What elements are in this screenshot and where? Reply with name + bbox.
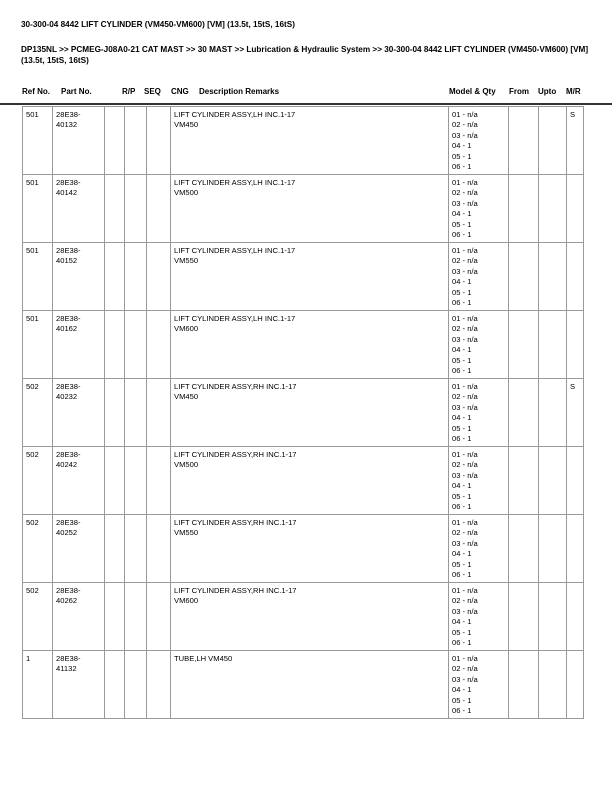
ref-no-cell — [23, 447, 53, 515]
table-row — [23, 447, 584, 515]
part-no-cell — [53, 311, 105, 379]
table-row — [23, 651, 584, 719]
rp-cell — [105, 447, 125, 515]
model-qty: 05 - 1 — [452, 219, 472, 229]
description: LIFT CYLINDER ASSY,RH INC.1-17 — [174, 382, 297, 391]
seq-cell — [125, 447, 147, 515]
description-cell — [171, 311, 449, 379]
model-qty: 01 - n/a — [452, 450, 478, 459]
part-no-cell — [53, 175, 105, 243]
from-cell — [509, 175, 539, 243]
part-no: 28E38-41132 — [56, 654, 81, 674]
model-qty: 03 - n/a — [452, 470, 478, 480]
rp-cell — [105, 379, 125, 447]
description: LIFT CYLINDER ASSY,LH INC.1-17 — [174, 110, 296, 119]
part-no: 28E38-40132 — [56, 110, 81, 130]
model-qty-cell — [449, 243, 509, 311]
model-qty: 05 - 1 — [452, 355, 472, 365]
mr-cell — [567, 175, 584, 243]
model-qty: 05 - 1 — [452, 695, 472, 705]
model-qty: 06 - 1 — [452, 366, 472, 376]
part-no-cell — [53, 515, 105, 583]
remarks: VM500 — [174, 188, 199, 198]
rp-cell — [105, 651, 125, 719]
cng-cell — [147, 107, 171, 175]
from-cell — [509, 447, 539, 515]
model-qty: 02 - n/a — [452, 324, 478, 334]
ref-no: 502 — [26, 518, 39, 527]
remarks: VM450 — [174, 120, 199, 130]
table-row — [23, 311, 584, 379]
from-cell — [509, 311, 539, 379]
model-qty: 06 - 1 — [452, 162, 472, 172]
ref-no-cell — [23, 515, 53, 583]
model-qty: 03 - n/a — [452, 402, 478, 412]
table-row — [23, 175, 584, 243]
remarks: VM550 — [174, 256, 199, 266]
mr-cell — [567, 107, 584, 175]
upto-cell — [539, 515, 567, 583]
model-qty: 02 - n/a — [452, 596, 478, 606]
ref-no-cell — [23, 175, 53, 243]
ref-no-cell — [23, 243, 53, 311]
from-cell — [509, 515, 539, 583]
description-cell — [171, 175, 449, 243]
from-cell — [509, 651, 539, 719]
remarks: VM550 — [174, 528, 199, 538]
mr-flag: S — [570, 382, 576, 391]
description-cell — [171, 515, 449, 583]
remarks: VM600 — [174, 596, 199, 606]
model-qty: 06 - 1 — [452, 298, 472, 308]
from-cell — [509, 243, 539, 311]
rp-cell — [105, 515, 125, 583]
model-qty: 04 - 1 — [452, 345, 472, 355]
seq-cell — [125, 583, 147, 651]
upto-cell — [539, 379, 567, 447]
column-header: From — [509, 87, 529, 96]
cng-cell — [147, 651, 171, 719]
model-qty: 04 - 1 — [452, 413, 472, 423]
model-qty: 04 - 1 — [452, 617, 472, 627]
rp-cell — [105, 311, 125, 379]
cng-cell — [147, 243, 171, 311]
ref-no-cell — [23, 311, 53, 379]
model-qty: 06 - 1 — [452, 706, 472, 716]
column-header: SEQ — [144, 87, 161, 96]
part-no-cell — [53, 107, 105, 175]
seq-cell — [125, 651, 147, 719]
from-cell — [509, 379, 539, 447]
description: LIFT CYLINDER ASSY,RH INC.1-17 — [174, 518, 297, 527]
upto-cell — [539, 311, 567, 379]
model-qty: 01 - n/a — [452, 314, 478, 323]
model-qty-cell — [449, 447, 509, 515]
part-no: 28E38-40232 — [56, 382, 81, 402]
description-cell — [171, 583, 449, 651]
cng-cell — [147, 447, 171, 515]
description: LIFT CYLINDER ASSY,RH INC.1-17 — [174, 586, 297, 595]
upto-cell — [539, 651, 567, 719]
description-cell — [171, 243, 449, 311]
mr-cell — [567, 311, 584, 379]
part-no-cell — [53, 379, 105, 447]
description: LIFT CYLINDER ASSY,LH INC.1-17 — [174, 314, 296, 323]
model-qty-cell — [449, 651, 509, 719]
model-qty: 03 - n/a — [452, 606, 478, 616]
model-qty: 03 - n/a — [452, 334, 478, 344]
cng-cell — [147, 311, 171, 379]
remarks: VM500 — [174, 460, 199, 470]
seq-cell — [125, 175, 147, 243]
model-qty: 06 - 1 — [452, 638, 472, 648]
model-qty: 06 - 1 — [452, 230, 472, 240]
model-qty-cell — [449, 311, 509, 379]
cng-cell — [147, 515, 171, 583]
mr-cell — [567, 583, 584, 651]
ref-no: 502 — [26, 450, 39, 459]
model-qty: 02 - n/a — [452, 120, 478, 130]
column-header: Part No. — [61, 87, 92, 96]
model-qty: 01 - n/a — [452, 110, 478, 119]
ref-no: 502 — [26, 586, 39, 595]
model-qty-cell — [449, 175, 509, 243]
part-no-cell — [53, 651, 105, 719]
part-no: 28E38-40252 — [56, 518, 81, 538]
ref-no-cell — [23, 651, 53, 719]
ref-no: 1 — [26, 654, 31, 663]
model-qty: 05 - 1 — [452, 627, 472, 637]
ref-no: 501 — [26, 314, 39, 323]
rp-cell — [105, 107, 125, 175]
description: LIFT CYLINDER ASSY,LH INC.1-17 — [174, 246, 296, 255]
model-qty-cell — [449, 379, 509, 447]
column-header: Upto — [538, 87, 557, 96]
model-qty: 02 - n/a — [452, 188, 478, 198]
page-title: 30-300-04 8442 LIFT CYLINDER (VM450-VM600) [VM] (13.5t, 15tS, 16tS) — [21, 20, 295, 29]
mr-cell — [567, 651, 584, 719]
upto-cell — [539, 175, 567, 243]
mr-cell — [567, 243, 584, 311]
model-qty-cell — [449, 583, 509, 651]
model-qty: 02 - n/a — [452, 460, 478, 470]
from-cell — [509, 107, 539, 175]
model-qty-cell — [449, 515, 509, 583]
ref-no: 501 — [26, 110, 39, 119]
model-qty: 04 - 1 — [452, 481, 472, 491]
table-row — [23, 379, 584, 447]
model-qty: 06 - 1 — [452, 502, 472, 512]
model-qty: 03 - n/a — [452, 538, 478, 548]
mr-cell — [567, 447, 584, 515]
parts-table — [22, 106, 584, 719]
ref-no: 502 — [26, 382, 39, 391]
model-qty: 01 - n/a — [452, 518, 478, 527]
model-qty: 01 - n/a — [452, 654, 478, 663]
model-qty: 04 - 1 — [452, 277, 472, 287]
model-qty: 01 - n/a — [452, 586, 478, 595]
seq-cell — [125, 515, 147, 583]
model-qty: 05 - 1 — [452, 491, 472, 501]
seq-cell — [125, 243, 147, 311]
cng-cell — [147, 379, 171, 447]
part-no: 28E38-40242 — [56, 450, 81, 470]
ref-no-cell — [23, 583, 53, 651]
seq-cell — [125, 311, 147, 379]
rp-cell — [105, 583, 125, 651]
model-qty: 05 - 1 — [452, 287, 472, 297]
model-qty: 01 - n/a — [452, 246, 478, 255]
part-no: 28E38-40142 — [56, 178, 81, 198]
table-row — [23, 107, 584, 175]
seq-cell — [125, 379, 147, 447]
model-qty: 03 - n/a — [452, 266, 478, 276]
ref-no-cell — [23, 379, 53, 447]
model-qty: 04 - 1 — [452, 209, 472, 219]
upto-cell — [539, 243, 567, 311]
column-header: Description Remarks — [199, 87, 280, 96]
model-qty: 06 - 1 — [452, 434, 472, 444]
model-qty: 01 - n/a — [452, 382, 478, 391]
breadcrumb: DP135NL >> PCMEG-J08A0-21 CAT MAST >> 30 MAST >> Lubrication & Hydraulic System >> 30-300-04 8442 LIFT CYLINDER (VM450-VM600) [VM] (13.5t, 15tS, 16tS) — [21, 45, 589, 65]
description: TUBE,LH VM450 — [174, 654, 233, 663]
column-header: Model & Qty — [449, 87, 496, 96]
part-no-cell — [53, 243, 105, 311]
model-qty: 04 - 1 — [452, 141, 472, 151]
column-header: M/R — [566, 87, 581, 96]
model-qty-cell — [449, 107, 509, 175]
part-no-cell — [53, 583, 105, 651]
from-cell — [509, 583, 539, 651]
header-divider — [0, 103, 612, 105]
model-qty: 05 - 1 — [452, 423, 472, 433]
description-cell — [171, 107, 449, 175]
model-qty: 02 - n/a — [452, 664, 478, 674]
description-cell — [171, 379, 449, 447]
column-header: Ref No. — [22, 87, 50, 96]
model-qty: 05 - 1 — [452, 151, 472, 161]
remarks: VM450 — [174, 392, 199, 402]
table-row — [23, 243, 584, 311]
table-row — [23, 583, 584, 651]
model-qty: 03 - n/a — [452, 198, 478, 208]
part-no: 28E38-40262 — [56, 586, 81, 606]
description: LIFT CYLINDER ASSY,LH INC.1-17 — [174, 178, 296, 187]
part-no-cell — [53, 447, 105, 515]
mr-cell — [567, 379, 584, 447]
upto-cell — [539, 583, 567, 651]
table-row — [23, 515, 584, 583]
ref-no: 501 — [26, 178, 39, 187]
part-no: 28E38-40162 — [56, 314, 81, 334]
column-header: R/P — [122, 87, 136, 96]
mr-cell — [567, 515, 584, 583]
upto-cell — [539, 107, 567, 175]
model-qty: 02 - n/a — [452, 528, 478, 538]
description-cell — [171, 447, 449, 515]
ref-no-cell — [23, 107, 53, 175]
part-no: 28E38-40152 — [56, 246, 81, 266]
description-cell — [171, 651, 449, 719]
model-qty: 05 - 1 — [452, 559, 472, 569]
cng-cell — [147, 175, 171, 243]
model-qty: 03 - n/a — [452, 130, 478, 140]
upto-cell — [539, 447, 567, 515]
remarks: VM600 — [174, 324, 199, 334]
model-qty: 04 - 1 — [452, 549, 472, 559]
column-header: CNG — [171, 87, 189, 96]
rp-cell — [105, 175, 125, 243]
model-qty: 04 - 1 — [452, 685, 472, 695]
model-qty: 06 - 1 — [452, 570, 472, 580]
model-qty: 01 - n/a — [452, 178, 478, 187]
cng-cell — [147, 583, 171, 651]
mr-flag: S — [570, 110, 576, 119]
ref-no: 501 — [26, 246, 39, 255]
description: LIFT CYLINDER ASSY,RH INC.1-17 — [174, 450, 297, 459]
model-qty: 03 - n/a — [452, 674, 478, 684]
model-qty: 02 - n/a — [452, 256, 478, 266]
model-qty: 02 - n/a — [452, 392, 478, 402]
rp-cell — [105, 243, 125, 311]
seq-cell — [125, 107, 147, 175]
